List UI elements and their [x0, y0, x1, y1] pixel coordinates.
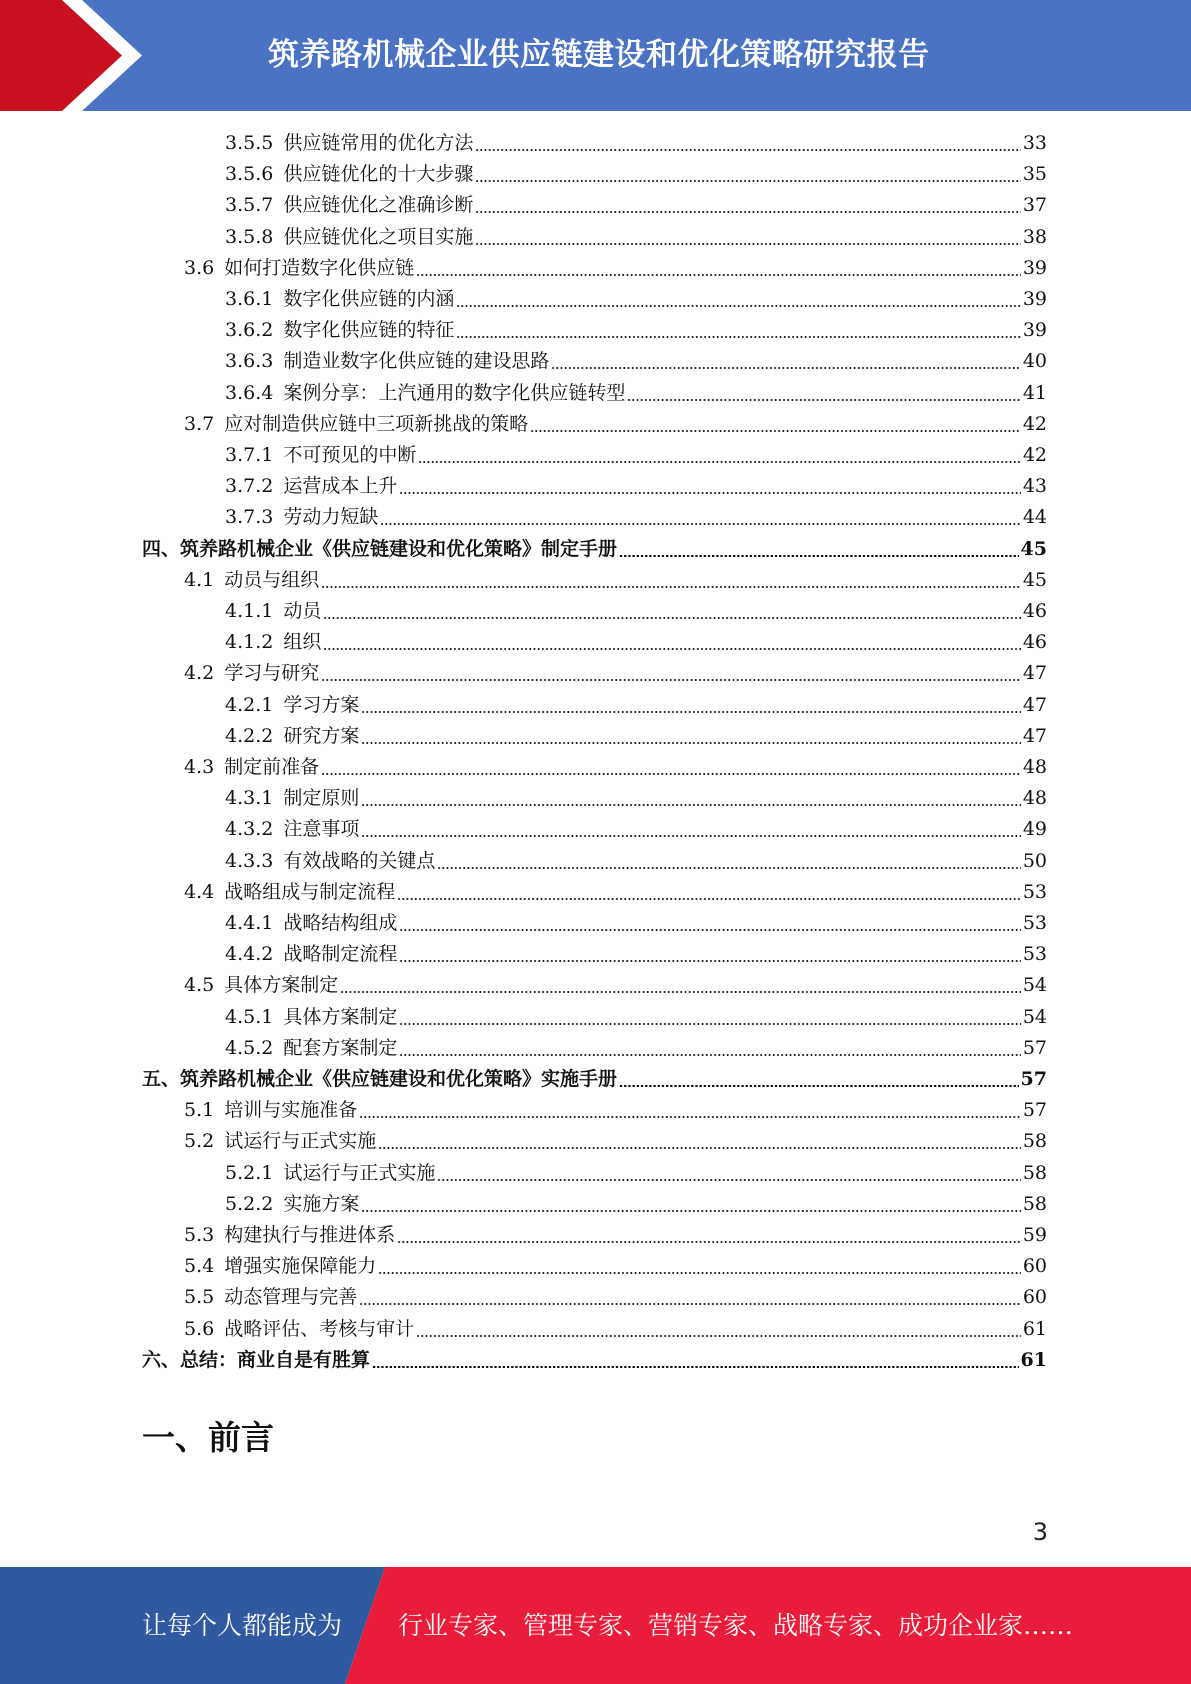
toc-dot-leader — [619, 1085, 1019, 1087]
toc-entry-number: 4.2.1 — [225, 693, 274, 716]
toc-entry-page: 37 — [1022, 194, 1047, 217]
toc-entry[interactable] — [184, 253, 1047, 284]
toc-entry-title: 构建执行与推进体系 — [224, 1224, 396, 1246]
toc-entry-title: 试运行与正式实施 — [283, 1161, 436, 1184]
toc-entry[interactable] — [142, 534, 1047, 565]
toc-dot-leader — [437, 867, 1020, 869]
toc-entry-number: 3.7.2 — [225, 475, 274, 498]
footer-slogan-right: 行业专家、管理专家、营销专家、战略专家、成功企业家…… — [398, 1611, 1074, 1640]
toc-entry-title: 具体方案制定 — [224, 974, 339, 997]
toc-entry[interactable] — [184, 565, 1047, 596]
toc-entry[interactable] — [225, 1033, 1047, 1064]
toc-entry[interactable] — [184, 1220, 1047, 1251]
toc-dot-leader — [627, 399, 1020, 401]
toc-entry-page: 50 — [1022, 849, 1047, 872]
toc-entry-number: 4.4.1 — [225, 912, 274, 934]
toc-entry[interactable] — [225, 814, 1047, 845]
report-title: 筑养路机械企业供应链建设和优化策略研究报告 — [268, 37, 930, 73]
toc-entry-number: 5.3 — [184, 1224, 215, 1246]
toc-entry-page: 38 — [1022, 225, 1047, 248]
toc-entry-number: 4.4 — [184, 880, 215, 903]
toc-dot-leader — [359, 1303, 1021, 1305]
toc-entry-title: 注意事项 — [283, 818, 360, 841]
toc-entry[interactable] — [225, 502, 1047, 533]
toc-entry[interactable] — [184, 1282, 1047, 1313]
toc-entry-title: 六、总结：商业自是有胜算 — [142, 1348, 371, 1371]
toc-entry-title: 具体方案制定 — [283, 1005, 398, 1028]
toc-entry-page: 48 — [1022, 756, 1047, 778]
toc-entry-title: 案例分享：上汽通用的数字化供应链转型 — [283, 381, 626, 404]
toc-dot-leader — [418, 461, 1020, 463]
toc-entry-title: 研究方案 — [283, 724, 360, 747]
toc-entry-number: 4.5.2 — [225, 1036, 274, 1059]
toc-entry-title: 数字化供应链的内涵 — [283, 288, 455, 310]
toc-entry-page: 44 — [1022, 506, 1047, 529]
toc-entry-page: 40 — [1022, 350, 1047, 373]
toc-dot-leader — [399, 1054, 1020, 1056]
toc-entry-page: 49 — [1022, 818, 1047, 841]
toc-entry[interactable] — [184, 1251, 1047, 1282]
toc-dot-leader — [399, 929, 1020, 931]
toc-entry-title: 供应链优化的十大步骤 — [283, 163, 474, 186]
toc-entry-page: 47 — [1022, 662, 1047, 685]
toc-dot-leader — [475, 211, 1020, 213]
toc-dot-leader — [619, 555, 1019, 557]
toc-dot-leader — [475, 149, 1020, 151]
toc-entry-page: 45 — [1020, 537, 1047, 560]
toc-entry-page: 47 — [1022, 724, 1047, 747]
toc-entry-page: 60 — [1022, 1286, 1047, 1309]
toc-entry[interactable] — [142, 1345, 1047, 1376]
toc-entry-title: 制造业数字化供应链的建设思路 — [283, 350, 550, 373]
toc-entry-page: 59 — [1022, 1224, 1047, 1246]
toc-dot-leader — [437, 1179, 1020, 1181]
toc-entry-number: 5.2 — [184, 1130, 215, 1153]
toc-entry-number: 4.1.1 — [225, 600, 274, 622]
toc-entry-number: 4.4.2 — [225, 943, 274, 966]
toc-entry-number: 3.7.1 — [225, 444, 274, 466]
toc-dot-leader — [340, 991, 1021, 993]
toc-entry-number: 5.2.1 — [225, 1161, 274, 1184]
toc-dot-leader — [361, 711, 1020, 713]
toc-entry-title: 战略结构组成 — [283, 912, 398, 934]
toc-entry-title: 试运行与正式实施 — [224, 1130, 377, 1153]
toc-dot-leader — [323, 617, 1020, 619]
toc-entry-page: 58 — [1022, 1161, 1047, 1184]
toc-dot-leader — [530, 430, 1021, 432]
toc-entry[interactable] — [184, 1126, 1047, 1157]
toc-entry-number: 3.7 — [184, 412, 215, 435]
toc-entry-number: 4.3.2 — [225, 818, 274, 841]
toc-entry-number: 4.1 — [184, 568, 215, 591]
toc-entry[interactable] — [225, 783, 1047, 814]
toc-entry-page: 45 — [1022, 568, 1047, 591]
toc-entry-page: 54 — [1022, 974, 1047, 997]
toc-entry-number: 3.6.3 — [225, 350, 274, 373]
toc-dot-leader — [359, 1116, 1021, 1118]
toc-entry-number: 4.3.1 — [225, 787, 274, 810]
toc-entry-page: 61 — [1020, 1348, 1047, 1371]
toc-entry[interactable] — [225, 284, 1047, 315]
toc-entry-page: 35 — [1022, 163, 1047, 186]
toc-entry-title: 应对制造供应链中三项新挑战的策略 — [224, 412, 529, 435]
toc-entry-title: 动员与组织 — [224, 568, 320, 591]
toc-entry-title: 运营成本上升 — [283, 475, 398, 498]
toc-dot-leader — [361, 804, 1020, 806]
toc-entry-title: 供应链优化之准确诊断 — [283, 194, 474, 217]
toc-dot-leader — [399, 1023, 1020, 1025]
toc-entry-title: 培训与实施准备 — [224, 1099, 358, 1122]
toc-entry-title: 动员 — [283, 600, 322, 622]
toc-entry-title: 配套方案制定 — [283, 1036, 398, 1059]
toc-entry[interactable] — [184, 752, 1047, 783]
toc-entry-page: 54 — [1022, 1005, 1047, 1028]
toc-entry-page: 33 — [1022, 132, 1047, 154]
toc-dot-leader — [475, 243, 1020, 245]
footer-slogan-left: 让每个人都能成为 — [142, 1611, 343, 1640]
toc-entry-page: 58 — [1022, 1192, 1047, 1215]
toc-entry-number: 3.5.7 — [225, 194, 274, 217]
toc-entry[interactable] — [225, 440, 1047, 471]
toc-entry-page: 42 — [1022, 412, 1047, 435]
toc-entry-page: 57 — [1020, 1068, 1047, 1090]
toc-entry-title: 四、筑养路机械企业《供应链建设和优化策略》制定手册 — [142, 537, 618, 560]
page-header — [0, 0, 1191, 111]
toc-entry-number: 5.4 — [184, 1255, 215, 1278]
toc-entry[interactable] — [225, 846, 1047, 877]
toc-entry-page: 57 — [1022, 1036, 1047, 1059]
toc-dot-leader — [372, 1366, 1019, 1368]
toc-entry-title: 劳动力短缺 — [283, 506, 379, 529]
toc-entry[interactable] — [225, 315, 1047, 346]
toc-entry[interactable] — [225, 690, 1047, 721]
toc-entry-number: 5.5 — [184, 1286, 215, 1309]
toc-entry-number: 3.5.6 — [225, 163, 274, 186]
toc-entry-page: 46 — [1022, 600, 1047, 622]
toc-entry-page: 43 — [1022, 475, 1047, 498]
toc-entry-number: 3.7.3 — [225, 506, 274, 529]
toc-entry-number: 3.6 — [184, 256, 215, 279]
toc-dot-leader — [456, 336, 1020, 338]
toc-entry-page: 61 — [1022, 1317, 1047, 1340]
toc-dot-leader — [475, 180, 1020, 182]
toc-dot-leader — [416, 1335, 1021, 1337]
toc-entry-title: 学习与研究 — [224, 662, 320, 685]
toc-entry-page: 57 — [1022, 1099, 1047, 1122]
toc-entry-page: 42 — [1022, 444, 1047, 466]
toc-entry-title: 组织 — [283, 631, 322, 654]
toc-entry-page: 53 — [1022, 943, 1047, 966]
section-heading: 一、前言 — [142, 1418, 274, 1457]
toc-entry-number: 4.2.2 — [225, 724, 274, 747]
toc-entry-title: 战略组成与制定流程 — [224, 880, 396, 903]
toc-entry-page: 48 — [1022, 787, 1047, 810]
toc-entry-page: 58 — [1022, 1130, 1047, 1153]
page-footer — [0, 1567, 1191, 1684]
toc-entry[interactable] — [225, 1002, 1047, 1033]
toc-dot-leader — [380, 523, 1020, 525]
toc-entry-number: 4.2 — [184, 662, 215, 685]
toc-entry-page: 53 — [1022, 912, 1047, 934]
toc-entry-page: 47 — [1022, 693, 1047, 716]
toc-entry[interactable] — [184, 1314, 1047, 1345]
toc-entry[interactable] — [225, 159, 1047, 190]
toc-entry-title: 学习方案 — [283, 693, 360, 716]
toc-entry-title: 数字化供应链的特征 — [283, 319, 455, 342]
toc-entry[interactable] — [225, 1189, 1047, 1220]
toc-entry[interactable] — [225, 346, 1047, 377]
toc-entry[interactable] — [184, 1095, 1047, 1126]
toc-entry[interactable] — [225, 908, 1047, 939]
toc-entry-title: 战略制定流程 — [283, 943, 398, 966]
toc-entry-title: 供应链常用的优化方法 — [283, 132, 474, 154]
toc-dot-leader — [321, 679, 1021, 681]
toc-entry[interactable] — [225, 627, 1047, 658]
toc-entry-number: 4.5 — [184, 974, 215, 997]
toc-dot-leader — [551, 367, 1020, 369]
toc-dot-leader — [323, 648, 1020, 650]
toc-entry-title: 制定前准备 — [224, 756, 320, 778]
toc-entry-page: 39 — [1022, 256, 1047, 279]
toc-entry-number: 3.6.1 — [225, 288, 274, 310]
toc-entry[interactable] — [225, 222, 1047, 253]
toc-dot-leader — [456, 305, 1020, 307]
toc-entry[interactable] — [184, 409, 1047, 440]
toc-dot-leader — [321, 586, 1021, 588]
toc-entry-title: 制定原则 — [283, 787, 360, 810]
toc-entry-title: 动态管理与完善 — [224, 1286, 358, 1309]
toc-entry[interactable] — [225, 190, 1047, 221]
toc-entry-title: 增强实施保障能力 — [224, 1255, 377, 1278]
toc-entry[interactable] — [225, 1158, 1047, 1189]
toc-entry-page: 46 — [1022, 631, 1047, 654]
toc-entry-title: 有效战略的关键点 — [283, 849, 436, 872]
toc-dot-leader — [361, 835, 1020, 837]
toc-dot-leader — [416, 274, 1021, 276]
toc-entry-number: 4.3 — [184, 756, 215, 778]
toc-entry-number: 5.2.2 — [225, 1192, 274, 1215]
toc-dot-leader — [378, 1272, 1021, 1274]
toc-entry[interactable] — [184, 877, 1047, 908]
toc-dot-leader — [321, 773, 1021, 775]
page-number: 3 — [1032, 1518, 1048, 1546]
toc-entry-number: 3.6.2 — [225, 319, 274, 342]
toc-entry[interactable] — [184, 970, 1047, 1001]
toc-dot-leader — [397, 898, 1021, 900]
toc-entry-number: 3.5.5 — [225, 132, 274, 154]
toc-entry-number: 3.6.4 — [225, 381, 274, 404]
toc-entry-title: 实施方案 — [283, 1192, 360, 1215]
toc-entry[interactable] — [225, 939, 1047, 970]
toc-entry[interactable] — [225, 471, 1047, 502]
toc-entry[interactable] — [225, 596, 1047, 627]
toc-entry[interactable] — [225, 378, 1047, 409]
toc-entry[interactable] — [184, 658, 1047, 689]
toc-dot-leader — [399, 960, 1020, 962]
toc-entry-title: 不可预见的中断 — [283, 444, 417, 466]
header-chevron-graphic — [0, 0, 160, 111]
toc-entry-title: 如何打造数字化供应链 — [224, 256, 415, 279]
toc-entry-page: 41 — [1022, 381, 1047, 404]
toc-entry-title: 供应链优化之项目实施 — [283, 225, 474, 248]
toc-entry-title: 五、筑养路机械企业《供应链建设和优化策略》实施手册 — [142, 1068, 618, 1090]
toc-dot-leader — [397, 1241, 1021, 1243]
toc-entry-number: 4.3.3 — [225, 849, 274, 872]
toc-dot-leader — [361, 742, 1020, 744]
toc-entry-number: 3.5.8 — [225, 225, 274, 248]
toc-entry-number: 4.1.2 — [225, 631, 274, 654]
toc-entry-page: 39 — [1022, 319, 1047, 342]
toc-entry[interactable] — [142, 1064, 1047, 1095]
toc-entry-page: 60 — [1022, 1255, 1047, 1278]
toc-entry-page: 39 — [1022, 288, 1047, 310]
toc-dot-leader — [399, 492, 1020, 494]
toc-entry-number: 5.1 — [184, 1099, 215, 1122]
toc-entry-number: 4.5.1 — [225, 1005, 274, 1028]
toc-entry-title: 战略评估、考核与审计 — [224, 1317, 415, 1340]
toc-entry-page: 53 — [1022, 880, 1047, 903]
toc-dot-leader — [361, 1210, 1020, 1212]
toc-entry-number: 5.6 — [184, 1317, 215, 1340]
toc-entry[interactable] — [225, 128, 1047, 159]
toc-entry[interactable] — [225, 721, 1047, 752]
toc-dot-leader — [378, 1147, 1021, 1149]
